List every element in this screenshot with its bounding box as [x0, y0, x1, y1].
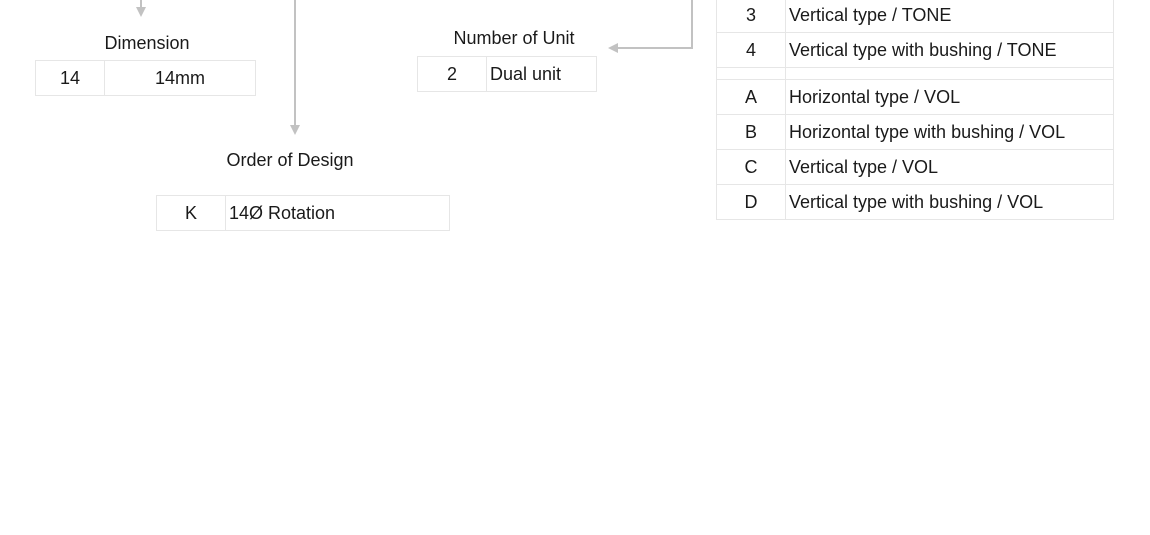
order-of-design-desc: 14Ø Rotation — [226, 196, 450, 231]
type-code: A — [717, 80, 786, 115]
type-code: 4 — [717, 33, 786, 68]
table-row — [157, 196, 450, 231]
type-desc: Vertical type / TONE — [786, 0, 1114, 33]
dimension-table — [35, 60, 256, 96]
table-row — [717, 185, 1114, 220]
separator-cell — [717, 68, 786, 80]
number-of-unit-desc: Dual unit — [487, 57, 597, 92]
table-row — [717, 33, 1114, 68]
number-of-unit-table — [417, 56, 597, 92]
table-row — [717, 80, 1114, 115]
type-code: 3 — [717, 0, 786, 33]
type-desc: Vertical type / VOL — [786, 150, 1114, 185]
type-desc: Vertical type with bushing / TONE — [786, 33, 1114, 68]
type-code: B — [717, 115, 786, 150]
dimension-title: Dimension — [104, 33, 190, 53]
order-of-design-table — [156, 195, 450, 231]
table-row — [36, 61, 256, 96]
table-row — [717, 115, 1114, 150]
type-table — [716, 0, 1114, 220]
arrow-to-number-of-unit — [617, 0, 692, 48]
arrowhead-order-of-design — [290, 125, 300, 135]
table-row — [418, 57, 597, 92]
number-of-unit-code: 2 — [418, 57, 487, 92]
order-of-design-code: K — [157, 196, 226, 231]
number-of-unit-title: Number of Unit — [453, 28, 575, 48]
table-separator-row — [717, 68, 1114, 80]
type-code: C — [717, 150, 786, 185]
type-code: D — [717, 185, 786, 220]
order-of-design-title: Order of Design — [226, 150, 354, 170]
dimension-code: 14 — [36, 61, 105, 96]
type-desc: Horizontal type with bushing / VOL — [786, 115, 1114, 150]
type-desc: Horizontal type / VOL — [786, 80, 1114, 115]
type-desc: Vertical type with bushing / VOL — [786, 185, 1114, 220]
table-row — [717, 150, 1114, 185]
arrowhead-dimension — [136, 7, 146, 17]
dimension-desc: 14mm — [105, 61, 256, 96]
table-row — [717, 0, 1114, 33]
separator-cell — [786, 68, 1114, 80]
